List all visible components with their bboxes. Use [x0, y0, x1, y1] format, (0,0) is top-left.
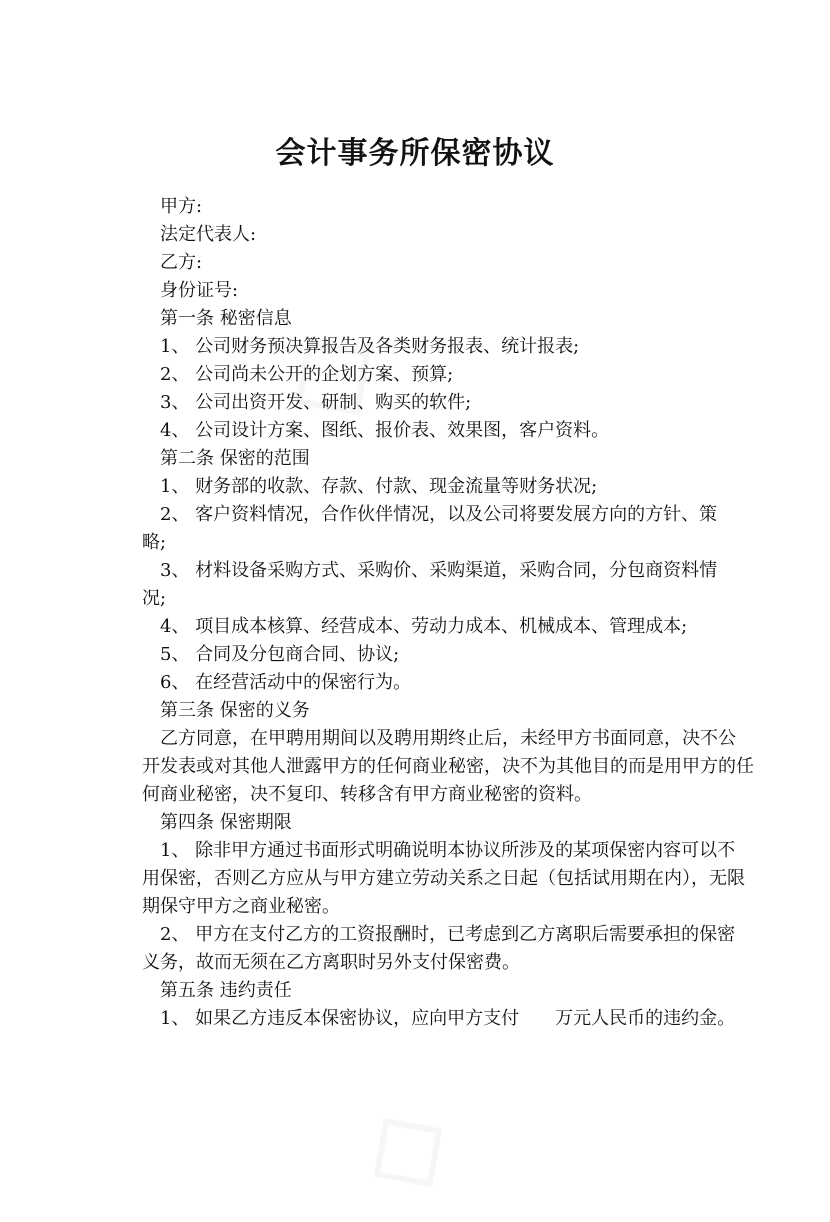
text-line: 用保密，否则乙方应从与甲方建立劳动关系之日起（包括试用期在内），无限: [142, 868, 745, 889]
text-line: 身份证号:: [160, 280, 239, 301]
text-line: 1、 财务部的收款、存款、付款、现金流量等财务状况;: [160, 476, 598, 497]
text-line: 3、 材料设备采购方式、采购价、采购渠道，采购合同，分包商资料情: [160, 560, 718, 581]
text-line: 乙方:: [160, 252, 203, 273]
text-line: 4、 公司设计方案、图纸、报价表、效果图，客户资料。: [160, 420, 610, 441]
text-line: 略;: [142, 532, 167, 553]
text-line: 第四条 保密期限: [160, 812, 292, 833]
text-line: 5、 合同及分包商合同、协议;: [160, 644, 400, 665]
text-line: 2、 甲方在支付乙方的工资报酬时，已考虑到乙方离职后需要承担的保密: [160, 924, 736, 945]
text-line: 第五条 违约责任: [160, 980, 292, 1001]
text-line: 6、 在经营活动中的保密行为。: [160, 672, 412, 693]
text-line: 法定代表人:: [160, 224, 257, 245]
text-line: 义务，故而无须在乙方离职时另外支付保密费。: [142, 952, 520, 973]
text-line: 2、 公司尚未公开的企划方案、预算;: [160, 364, 454, 385]
text-line: 乙方同意，在甲聘用期间以及聘用期终止后，未经甲方书面同意，决不公: [160, 728, 736, 749]
text-line: 甲方:: [160, 196, 203, 217]
text-line: 1、 除非甲方通过书面形式明确说明本协议所涉及的某项保密内容可以不: [160, 840, 736, 861]
text-line: 开发表或对其他人泄露甲方的任何商业秘密，决不为其他目的而是用甲方的任: [142, 756, 754, 777]
text-line: 2、 客户资料情况，合作伙伴情况，以及公司将要发展方向的方针、策: [160, 504, 718, 525]
text-line: 第一条 秘密信息: [160, 308, 292, 329]
text-line: 况;: [142, 588, 167, 609]
text-line: 期保守甲方之商业秘密。: [142, 896, 340, 917]
text-line: 第二条 保密的范围: [160, 448, 310, 469]
document-body: [142, 193, 754, 1033]
watermark: [331, 1067, 474, 1221]
text-line: 第三条 保密的义务: [160, 700, 310, 721]
text-line: 何商业秘密，决不复印、转移含有甲方商业秘密的资料。: [142, 784, 592, 805]
text-line: 3、 公司出资开发、研制、购买的软件;: [160, 392, 472, 413]
text-line: 1、 公司财务预决算报告及各类财务报表、统计报表;: [160, 336, 580, 357]
text-line: 1、 如果乙方违反本保密协议，应向甲方支付 万元人民币的违约金。: [160, 1008, 736, 1029]
text-line: 4、 项目成本核算、经营成本、劳动力成本、机械成本、管理成本;: [160, 616, 688, 637]
document-title: 会计事务所保密协议: [275, 136, 555, 171]
